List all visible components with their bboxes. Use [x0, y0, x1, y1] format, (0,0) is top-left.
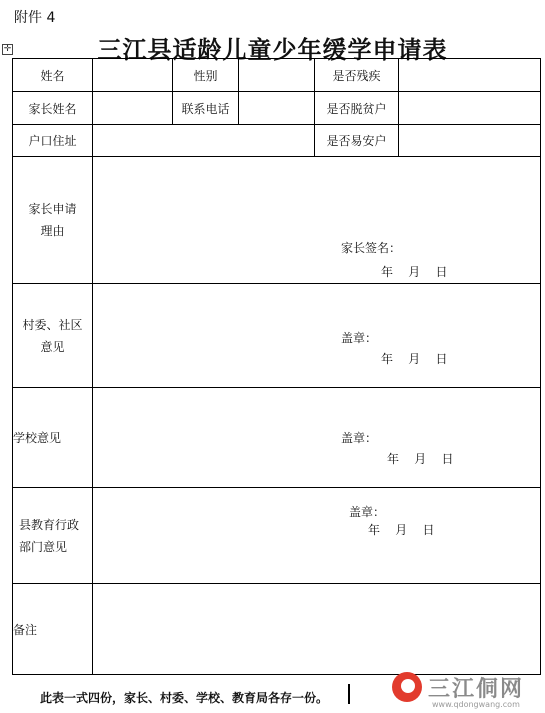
phone-label: 联系电话: [173, 92, 239, 125]
table-row: [13, 125, 541, 157]
reason-label-line1: 家长申请: [28, 202, 77, 216]
reason-date: 年 月 日: [381, 265, 448, 279]
village-date: 年 月 日: [381, 352, 448, 366]
table-row: [13, 157, 541, 284]
village-label-line2: 意见: [40, 339, 65, 354]
school-label: 学校意见: [13, 388, 93, 488]
table-row: [13, 92, 541, 125]
parent-signature-label: 家长签名：: [341, 241, 402, 255]
attachment-label: 附件 4: [14, 10, 56, 26]
bureau-label: [13, 488, 93, 584]
gender-label: 性别: [173, 59, 239, 92]
watermark-logo: [392, 668, 542, 713]
form-title: 三江县适龄儿童少年缓学申请表: [97, 35, 448, 64]
table-row: [13, 488, 541, 584]
parent-name-field[interactable]: [93, 92, 173, 125]
school-stamp-label: 盖章：: [341, 431, 378, 445]
village-opinion-field[interactable]: [93, 284, 541, 388]
table-row: [13, 59, 541, 92]
bureau-label-line2: 部门意见: [19, 539, 68, 554]
bureau-label-line1: 县教育行政: [19, 517, 80, 532]
footer-note: 此表一式四份，家长、村委、学校、教育局各存一份。: [40, 691, 329, 705]
bureau-stamp-label: 盖章：: [349, 505, 386, 519]
reason-label-line2: 理由: [40, 224, 65, 238]
school-date: 年 月 日: [387, 452, 454, 466]
disabled-label: 是否残疾: [315, 59, 399, 92]
name-field[interactable]: [93, 59, 173, 92]
relocation-field[interactable]: [399, 125, 541, 157]
school-opinion-field[interactable]: [93, 388, 541, 488]
application-form-table: [12, 58, 541, 675]
gender-field[interactable]: [239, 59, 315, 92]
logo-mark-icon: [392, 672, 422, 702]
reason-field[interactable]: [93, 157, 541, 284]
poverty-field[interactable]: [399, 92, 541, 125]
table-move-handle-icon[interactable]: ✛: [3, 44, 12, 54]
address-label: 户口住址: [13, 125, 93, 157]
bureau-opinion-field[interactable]: [93, 488, 541, 584]
reason-label: [13, 157, 93, 284]
remarks-field[interactable]: [93, 584, 541, 675]
address-field[interactable]: [93, 125, 315, 157]
remarks-label: 备注: [13, 584, 93, 675]
parent-name-label: 家长姓名: [13, 92, 93, 125]
phone-field[interactable]: [239, 92, 315, 125]
poverty-label: 是否脱贫户: [315, 92, 399, 125]
disabled-field[interactable]: [399, 59, 541, 92]
table-row: [13, 284, 541, 388]
table-row: [13, 388, 541, 488]
village-label: [13, 284, 93, 388]
village-stamp-label: 盖章：: [341, 331, 378, 345]
watermark-url: www.qdongwang.com: [432, 700, 520, 709]
relocation-label: 是否易安户: [315, 125, 399, 157]
bureau-date: 年 月 日: [368, 523, 435, 537]
name-label: 姓名: [13, 59, 93, 92]
watermark-name: 三江侗网: [428, 677, 525, 702]
text-cursor: [348, 684, 350, 704]
table-row: [13, 584, 541, 675]
village-label-line1: 村委、社区: [22, 317, 83, 332]
